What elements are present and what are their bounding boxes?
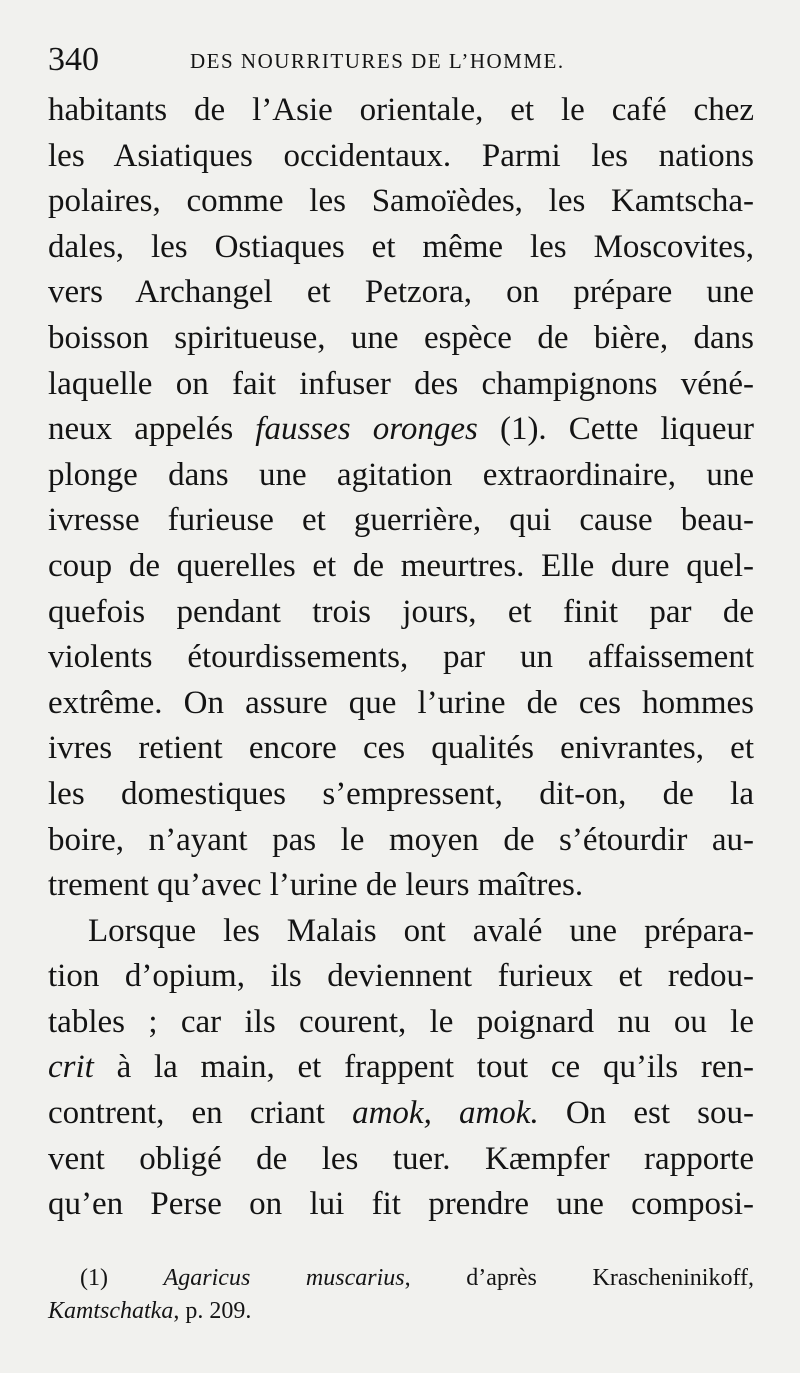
text-segment: On est sou-: [538, 1095, 754, 1132]
text-line: vent obligé de les tuer. Kæmpfer rapporte: [48, 1140, 754, 1177]
text-line: vers Archangel et Petzora, on prépare une: [48, 274, 754, 311]
text-line: boire, n’ayant pas le moyen de s’étourdir au-: [48, 821, 754, 858]
text-line: Lorsque les Malais ont avalé une prépara-: [88, 912, 754, 949]
footnote: [48, 1262, 754, 1328]
text-line: qu’en Perse on lui fit prendre une composi-: [48, 1186, 754, 1223]
text-line: les Asiatiques occidentaux. Parmi les nations: [48, 137, 754, 174]
text-line: tables ; car ils courent, le poignard nu ou le: [48, 1003, 754, 1040]
page-number: 340: [48, 41, 99, 78]
text-line: dales, les Ostiaques et même les Moscovites,: [48, 228, 754, 265]
footnote-species: Agaricus muscarius: [163, 1265, 405, 1291]
text-line: laquelle on fait infuser des champignons véné-: [48, 365, 754, 402]
text-line: extrême. On assure que l’urine de ces hommes: [48, 684, 754, 721]
text-line: plonge dans une agitation extraordinaire, une: [48, 456, 754, 493]
text-segment: neux appelés: [48, 411, 256, 448]
text-line: boisson spiritueuse, une espèce de bière, dans: [48, 319, 754, 356]
text-segment: contrent, en criant: [48, 1095, 353, 1132]
text-line: [48, 407, 754, 453]
running-head: DES NOURRITURES DE L’HOMME.: [190, 49, 565, 73]
text-line: habitants de l’Asie orientale, et le café chez: [48, 92, 754, 128]
italic-term: amok, amok.: [352, 1095, 539, 1132]
page-header: [48, 40, 748, 82]
body-text: [48, 88, 754, 1228]
footnote-marker: (1): [80, 1265, 108, 1291]
footnote-line: [48, 1295, 754, 1328]
text-line: ivres retient encore ces qualités enivrantes, et: [48, 730, 754, 767]
footnote-line: [48, 1262, 754, 1295]
footnote-title: Kamtschatka: [48, 1298, 174, 1324]
text-segment: (1). Cette liqueur: [477, 411, 754, 448]
footnote-page: , p. 209.: [173, 1298, 252, 1324]
text-line: polaires, comme les Samoïèdes, les Kamtscha-: [48, 183, 754, 220]
text-line: violents étourdissements, par un affaissement: [48, 639, 754, 676]
text-line: coup de querelles et de meurtres. Elle dure quel-: [48, 547, 754, 584]
text-line: ivresse furieuse et guerrière, qui cause beau-: [48, 502, 754, 539]
text-segment: à la main, et frappent tout ce qu’ils ren-: [93, 1049, 754, 1086]
text-line: [48, 1091, 754, 1137]
footnote-source: , d’après Krascheninikoff,: [404, 1265, 754, 1291]
text-line: quefois pendant trois jours, et finit par de: [48, 593, 754, 630]
italic-term: fausses oronges: [255, 411, 478, 448]
text-line: [48, 1045, 754, 1091]
text-line: les domestiques s’empressent, dit-on, de la: [48, 775, 754, 812]
text-line: trement qu’avec l’urine de leurs maîtres.: [48, 867, 584, 904]
text-line: tion d’opium, ils deviennent furieux et redou-: [48, 958, 754, 995]
italic-term: crit: [48, 1049, 94, 1086]
